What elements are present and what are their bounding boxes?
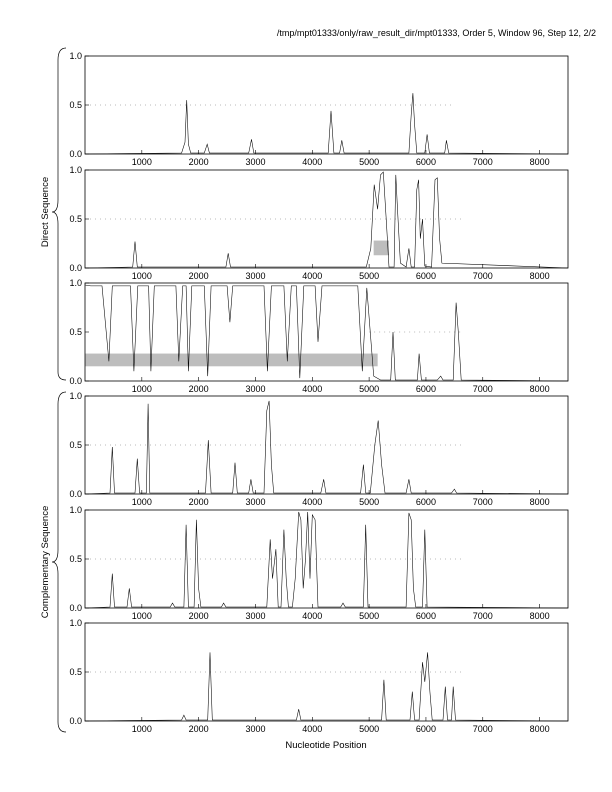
panel-frame-2 [85,170,568,268]
x-tick-label-6-2000: 2000 [188,724,209,734]
x-tick-label-3-4000: 4000 [302,384,323,394]
y-tick-label-5-0.0: 0.0 [69,603,82,613]
x-tick-label-4-3000: 3000 [245,497,266,507]
x-tick-label-6-1000: 1000 [131,724,152,734]
y-tick-label-3-1.0: 1.0 [69,278,82,288]
y-tick-label-1-1.0: 1.0 [69,51,82,61]
x-tick-label-4-1000: 1000 [131,497,152,507]
x-tick-label-3-6000: 6000 [415,384,436,394]
y-tick-label-5-1.0: 1.0 [69,505,82,515]
y-tick-label-1-0.0: 0.0 [69,149,82,159]
panel-4 [69,391,568,507]
y-tick-label-4-0.0: 0.0 [69,489,82,499]
x-tick-label-3-7000: 7000 [472,384,493,394]
x-tick-label-3-1000: 1000 [131,384,152,394]
x-tick-label-3-2000: 2000 [188,384,209,394]
x-tick-label-2-8000: 8000 [529,271,550,281]
group-label-complementary: Complementary Sequence [40,505,51,619]
series-line-2 [85,172,568,268]
x-tick-label-3-3000: 3000 [245,384,266,394]
x-tick-label-2-3000: 3000 [245,271,266,281]
complementary-group-brace [52,392,66,732]
panel-frame-1 [85,56,568,154]
x-tick-label-5-8000: 8000 [529,611,550,621]
x-tick-label-4-5000: 5000 [359,497,380,507]
series-line-4 [85,401,568,494]
x-tick-label-5-2000: 2000 [188,611,209,621]
x-tick-label-6-4000: 4000 [302,724,323,734]
x-tick-label-5-4000: 4000 [302,611,323,621]
panel-frame-4 [85,396,568,494]
x-tick-label-3-5000: 5000 [359,384,380,394]
y-tick-label-2-0.5: 0.5 [69,214,82,224]
x-tick-label-6-6000: 6000 [415,724,436,734]
x-tick-label-1-5000: 5000 [359,157,380,167]
x-tick-label-4-7000: 7000 [472,497,493,507]
x-tick-label-5-5000: 5000 [359,611,380,621]
x-tick-label-2-1000: 1000 [131,271,152,281]
series-line-5 [85,512,568,608]
x-tick-label-2-4000: 4000 [302,271,323,281]
x-tick-label-6-7000: 7000 [472,724,493,734]
y-tick-label-6-0.5: 0.5 [69,667,82,677]
x-tick-label-1-1000: 1000 [131,157,152,167]
y-tick-label-6-0.0: 0.0 [69,716,82,726]
series-line-6 [85,652,568,721]
panel-6 [69,618,568,734]
x-axis-title: Nucleotide Position [285,740,367,751]
x-tick-label-1-2000: 2000 [188,157,209,167]
panel-5 [69,505,568,621]
series-line-1 [85,93,568,154]
x-tick-label-4-8000: 8000 [529,497,550,507]
panel-frame-5 [85,510,568,608]
y-tick-label-3-0.0: 0.0 [69,376,82,386]
direct-group-brace [52,48,66,380]
x-tick-label-1-8000: 8000 [529,157,550,167]
x-tick-label-6-5000: 5000 [359,724,380,734]
x-tick-label-2-2000: 2000 [188,271,209,281]
x-tick-label-4-2000: 2000 [188,497,209,507]
x-tick-label-2-5000: 5000 [359,271,380,281]
x-tick-label-4-4000: 4000 [302,497,323,507]
x-tick-label-6-3000: 3000 [245,724,266,734]
panel-frame-6 [85,623,568,721]
y-tick-label-4-0.5: 0.5 [69,440,82,450]
chart-header: /tmp/mpt01333/only/raw_result_dir/mpt01333, Order 5, Window 96, Step 12, 2/2 [276,28,596,38]
highlight-band-3-1 [85,354,378,367]
x-tick-label-3-8000: 8000 [529,384,550,394]
x-tick-label-5-3000: 3000 [245,611,266,621]
x-tick-label-1-3000: 3000 [245,157,266,167]
x-tick-label-1-6000: 6000 [415,157,436,167]
panel-3 [69,278,568,394]
panel-2 [69,165,568,281]
x-tick-label-2-6000: 6000 [415,271,436,281]
y-tick-label-1-0.5: 0.5 [69,100,82,110]
x-tick-label-4-6000: 6000 [415,497,436,507]
y-tick-label-2-1.0: 1.0 [69,165,82,175]
x-tick-label-2-7000: 7000 [472,271,493,281]
x-tick-label-5-7000: 7000 [472,611,493,621]
x-tick-label-6-8000: 8000 [529,724,550,734]
highlight-band-2-1 [374,241,389,256]
x-tick-label-1-4000: 4000 [302,157,323,167]
x-tick-label-1-7000: 7000 [472,157,493,167]
y-tick-label-2-0.0: 0.0 [69,263,82,273]
x-tick-label-5-6000: 6000 [415,611,436,621]
y-tick-label-5-0.5: 0.5 [69,554,82,564]
y-tick-label-6-1.0: 1.0 [69,618,82,628]
panels [69,51,568,734]
x-tick-label-5-1000: 1000 [131,611,152,621]
panel-1 [69,51,568,167]
y-tick-label-3-0.5: 0.5 [69,327,82,337]
group-label-direct: Direct Sequence [40,176,51,248]
series-line-3 [85,285,568,381]
y-tick-label-4-1.0: 1.0 [69,391,82,401]
